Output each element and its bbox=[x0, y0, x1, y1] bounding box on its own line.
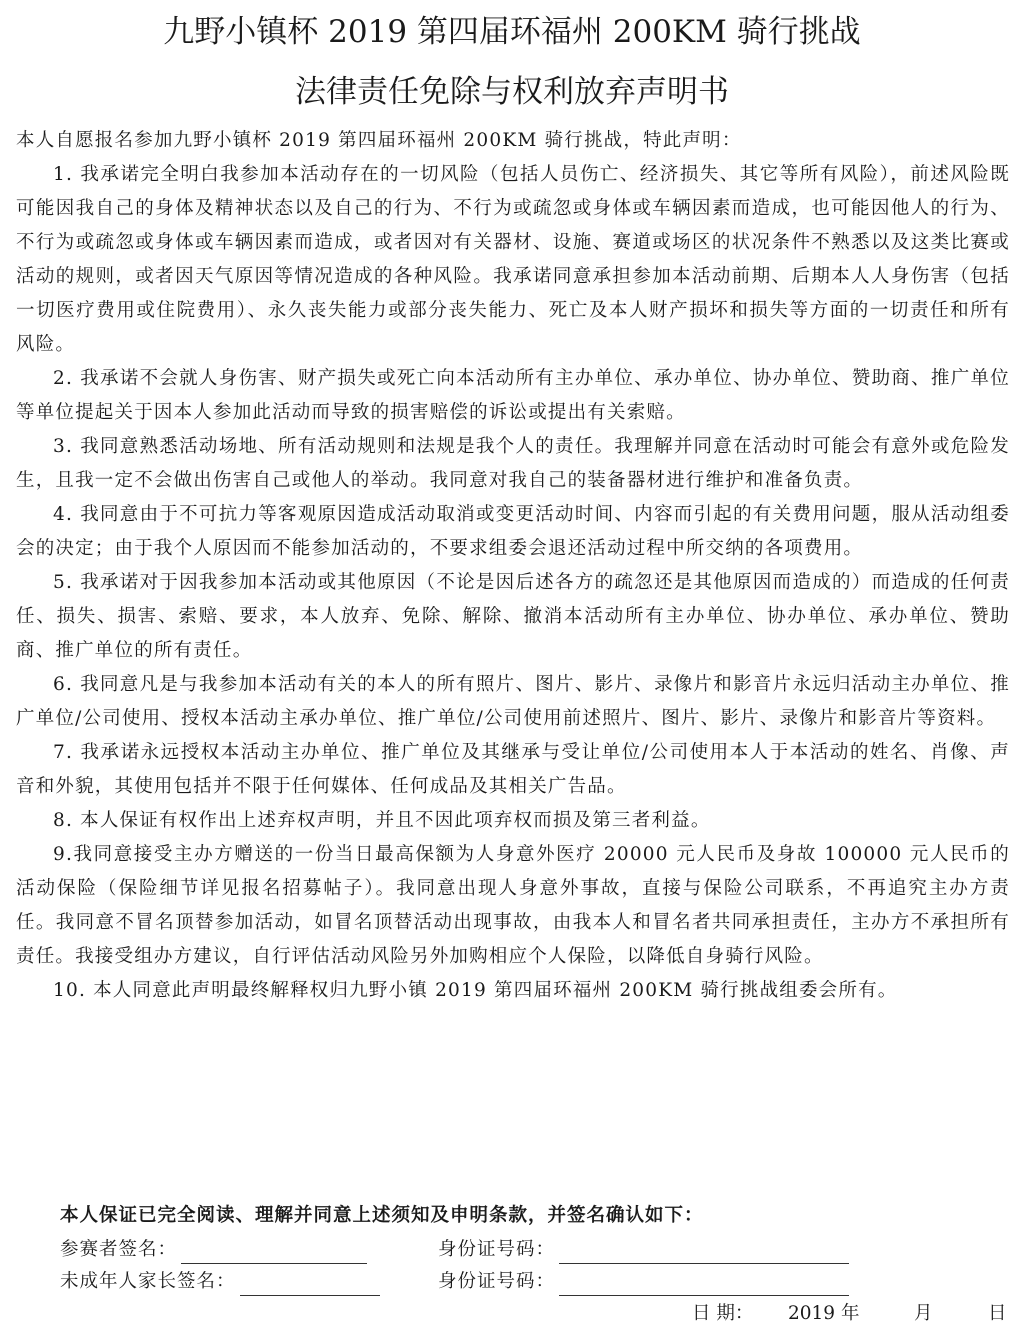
clause-7: 7. 我承诺永远授权本活动主办单位、推广单位及其继承与受让单位/公司使用本人于本活动的姓名、肖像、声音和外貌，其使用包括并不限于任何媒体、任何成品及其相关广告品。 bbox=[16, 742, 1010, 797]
document-title: 九野小镇杯 2019 第四届环福州 200KM 骑行挑战 bbox=[163, 14, 861, 50]
guardian-id-label: 身份证号码： bbox=[438, 1271, 556, 1292]
date-month[interactable]: 月 bbox=[914, 1303, 933, 1324]
confirmation-statement: 本人保证已完全阅读、理解并同意上述须知及申明条款，并签名确认如下： bbox=[60, 1205, 704, 1226]
intro-paragraph: 本人自愿报名参加九野小镇杯 2019 第四届环福州 200KM 骑行挑战，特此声明： bbox=[16, 130, 742, 151]
participant-id-row bbox=[438, 1236, 849, 1264]
guardian-signature-field[interactable] bbox=[240, 1275, 380, 1296]
participant-signature-row bbox=[60, 1236, 367, 1264]
clause-8: 8. 本人保证有权作出上述弃权声明，并且不因此项弃权而损及第三者利益。 bbox=[53, 810, 711, 831]
clause-10: 10. 本人同意此声明最终解释权归九野小镇 2019 第四届环福州 200KM 骑行挑战组委会所有。 bbox=[53, 980, 898, 1001]
declaration-body bbox=[16, 124, 1010, 1008]
date-label: 日 期： bbox=[692, 1303, 754, 1324]
participant-signature-label: 参赛者签名： bbox=[60, 1239, 178, 1260]
clause-9: 9.我同意接受主办方赠送的一份当日最高保额为人身意外医疗 20000 元人民币及身故 100000 元人民币的活动保险（保险细节详见报名招募帖子）。我同意出现人身意外事故，直接与保险公司联系，不再追究主办方责任。我同意不冒名顶替参加活动，如冒名顶替活动出现事故，由我本人和冒名者共同承担责任，主办方不承担所有责任。我接受组办方建议，自行评估活动风险另外加购相应个人保险，以降低自身骑行风险。 bbox=[16, 844, 1010, 967]
date-day[interactable]: 日 bbox=[988, 1303, 1007, 1324]
participant-id-field[interactable] bbox=[559, 1243, 849, 1264]
clause-2: 2. 我承诺不会就人身伤害、财产损失或死亡向本活动所有主办单位、承办单位、协办单位、赞助商、推广单位等单位提起关于因本人参加此活动而导致的损害赔偿的诉讼或提出有关索赔。 bbox=[16, 368, 1010, 423]
clause-5: 5. 我承诺对于因我参加本活动或其他原因（不论是因后述各方的疏忽还是其他原因而造成的）而造成的任何责任、损失、损害、索赔、要求，本人放弃、免除、解除、撤消本活动所有主办单位、协办单位、承办单位、赞助商、推广单位的所有责任。 bbox=[16, 572, 1010, 661]
date-year[interactable]: 2019 年 bbox=[788, 1303, 860, 1324]
clause-4: 4. 我同意由于不可抗力等客观原因造成活动取消或变更活动时间、内容而引起的有关费用问题，服从活动组委会的决定；由于我个人原因而不能参加活动的，不要求组委会退还活动过程中所交纳的各项费用。 bbox=[16, 504, 1010, 559]
participant-signature-field[interactable] bbox=[181, 1243, 367, 1264]
guardian-signature-label: 未成年人家长签名： bbox=[60, 1271, 236, 1292]
guardian-id-row bbox=[438, 1268, 849, 1296]
guardian-signature-row bbox=[60, 1268, 380, 1296]
clause-3: 3. 我同意熟悉活动场地、所有活动规则和法规是我个人的责任。我理解并同意在活动时可能会有意外或危险发生，且我一定不会做出伤害自己或他人的举动。我同意对我自己的装备器材进行维护和准备负责。 bbox=[16, 436, 1010, 491]
document-subtitle: 法律责任免除与权利放弃声明书 bbox=[295, 74, 729, 110]
clause-1: 1. 我承诺完全明白我参加本活动存在的一切风险（包括人员伤亡、经济损失、其它等所有风险），前述风险既可能因我自己的身体及精神状态以及自己的行为、不行为或疏忽或身体或车辆因素而造成，也可能因他人的行为、不行为或疏忽或身体或车辆因素而造成，或者因对有关器材、设施、赛道或场区的状况条件不熟悉以及这类比赛或活动的规则，或者因天气原因等情况造成的各种风险。我承诺同意承担参加本活动前期、后期本人人身伤害（包括一切医疗费用或住院费用）、永久丧失能力或部分丧失能力、死亡及本人财产损坏和损失等方面的一切责任和所有风险。 bbox=[16, 164, 1010, 355]
guardian-id-field[interactable] bbox=[559, 1275, 849, 1296]
participant-id-label: 身份证号码： bbox=[438, 1239, 556, 1260]
clause-6: 6. 我同意凡是与我参加本活动有关的本人的所有照片、图片、影片、录像片和影音片永远归活动主办单位、推广单位/公司使用、授权本活动主承办单位、推广单位/公司使用前述照片、图片、影片、录像片和影音片等资料。 bbox=[16, 674, 1010, 729]
